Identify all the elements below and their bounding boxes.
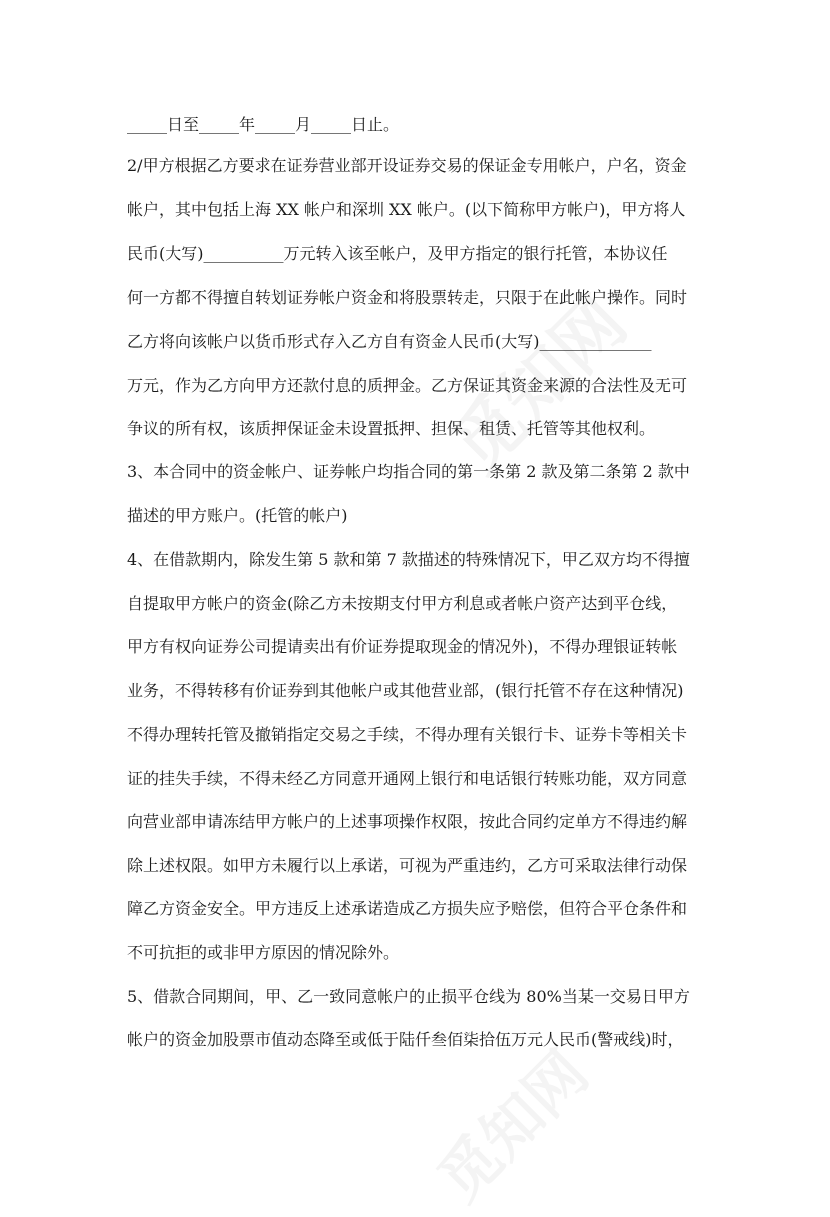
line-18: 除上述权限。如甲方未履行以上承诺，可视为严重违约，乙方可采取法律行动保: [127, 856, 688, 875]
line-16: 证的挂失手续，不得未经乙方同意开通网上银行和电话银行转账功能，双方同意: [127, 769, 688, 788]
line-12: 自提取甲方帐户的资金(除乙方未按期支付甲方利息或者帐户资产达到平仓线，: [127, 594, 678, 613]
line-15: 不得办理转托管及撤销指定交易之手续，不得办理有关银行卡、证券卡等相关卡: [127, 725, 688, 744]
watermark-text: [416, 1029, 604, 1217]
line-19: 障乙方资金安全。甲方违反上述承诺造成乙方损失应予赔偿，但符合平仓条件和: [127, 899, 688, 918]
line-9: 3、本合同中的资金帐户、证券帐户均指合同的第一条第 2 款及第二条第 2 款中: [127, 462, 690, 481]
line-6: 乙方将向该帐户以货币形式存入乙方自有资金人民币(大写)______________: [127, 332, 652, 351]
line-21: 5、借款合同期间，甲、乙一致同意帐户的止损平仓线为 80%当某一交易日甲方: [127, 987, 690, 1006]
line-17: 向营业部申请冻结甲方帐户的上述事项操作权限，按此合同约定单方不得违约解: [127, 812, 688, 831]
line-3: 帐户，其中包括上海 XX 帐户和深圳 XX 帐户。(以下简称甲方帐户)，甲方将人: [127, 200, 686, 219]
line-22: 帐户的资金加股票市值动态降至或低于陆仟叁佰柒拾伍万元人民币(警戒线)时，: [127, 1030, 684, 1049]
line-4: 民币(大写)__________万元转入该至帐户，及甲方指定的银行托管，本协议任: [127, 244, 668, 263]
line-14: 业务，不得转移有价证券到其他帐户或其他营业部，(银行托管不存在这种情况): [127, 681, 684, 700]
line-10: 描述的甲方账户。(托管的帐户): [127, 506, 348, 525]
line-2: 2/甲方根据乙方要求在证券营业部开设证券交易的保证金专用帐户，户名，资金: [127, 156, 687, 175]
line-5: 何一方都不得擅自转划证券帐户资金和将股票转走，只限于在此帐户操作。同时: [127, 288, 688, 307]
line-1: _____日至_____年_____月_____日止。: [127, 115, 400, 134]
line-20: 不可抗拒的或非甲方原因的情况除外。: [127, 943, 400, 962]
line-13: 甲方有权向证券公司提请卖出有价证券提取现金的情况外)，不得办理银证转帐: [127, 637, 678, 656]
line-11: 4、在借款期内，除发生第 5 款和第 7 款描述的特殊情况下，甲乙双方均不得擅: [127, 550, 690, 569]
line-7: 万元，作为乙方向甲方还款付息的质押金。乙方保证其资金来源的合法性及无可: [127, 376, 688, 395]
line-8: 争议的所有权，该质押保证金未设置抵押、担保、租赁、托管等其他权利。: [127, 419, 656, 438]
